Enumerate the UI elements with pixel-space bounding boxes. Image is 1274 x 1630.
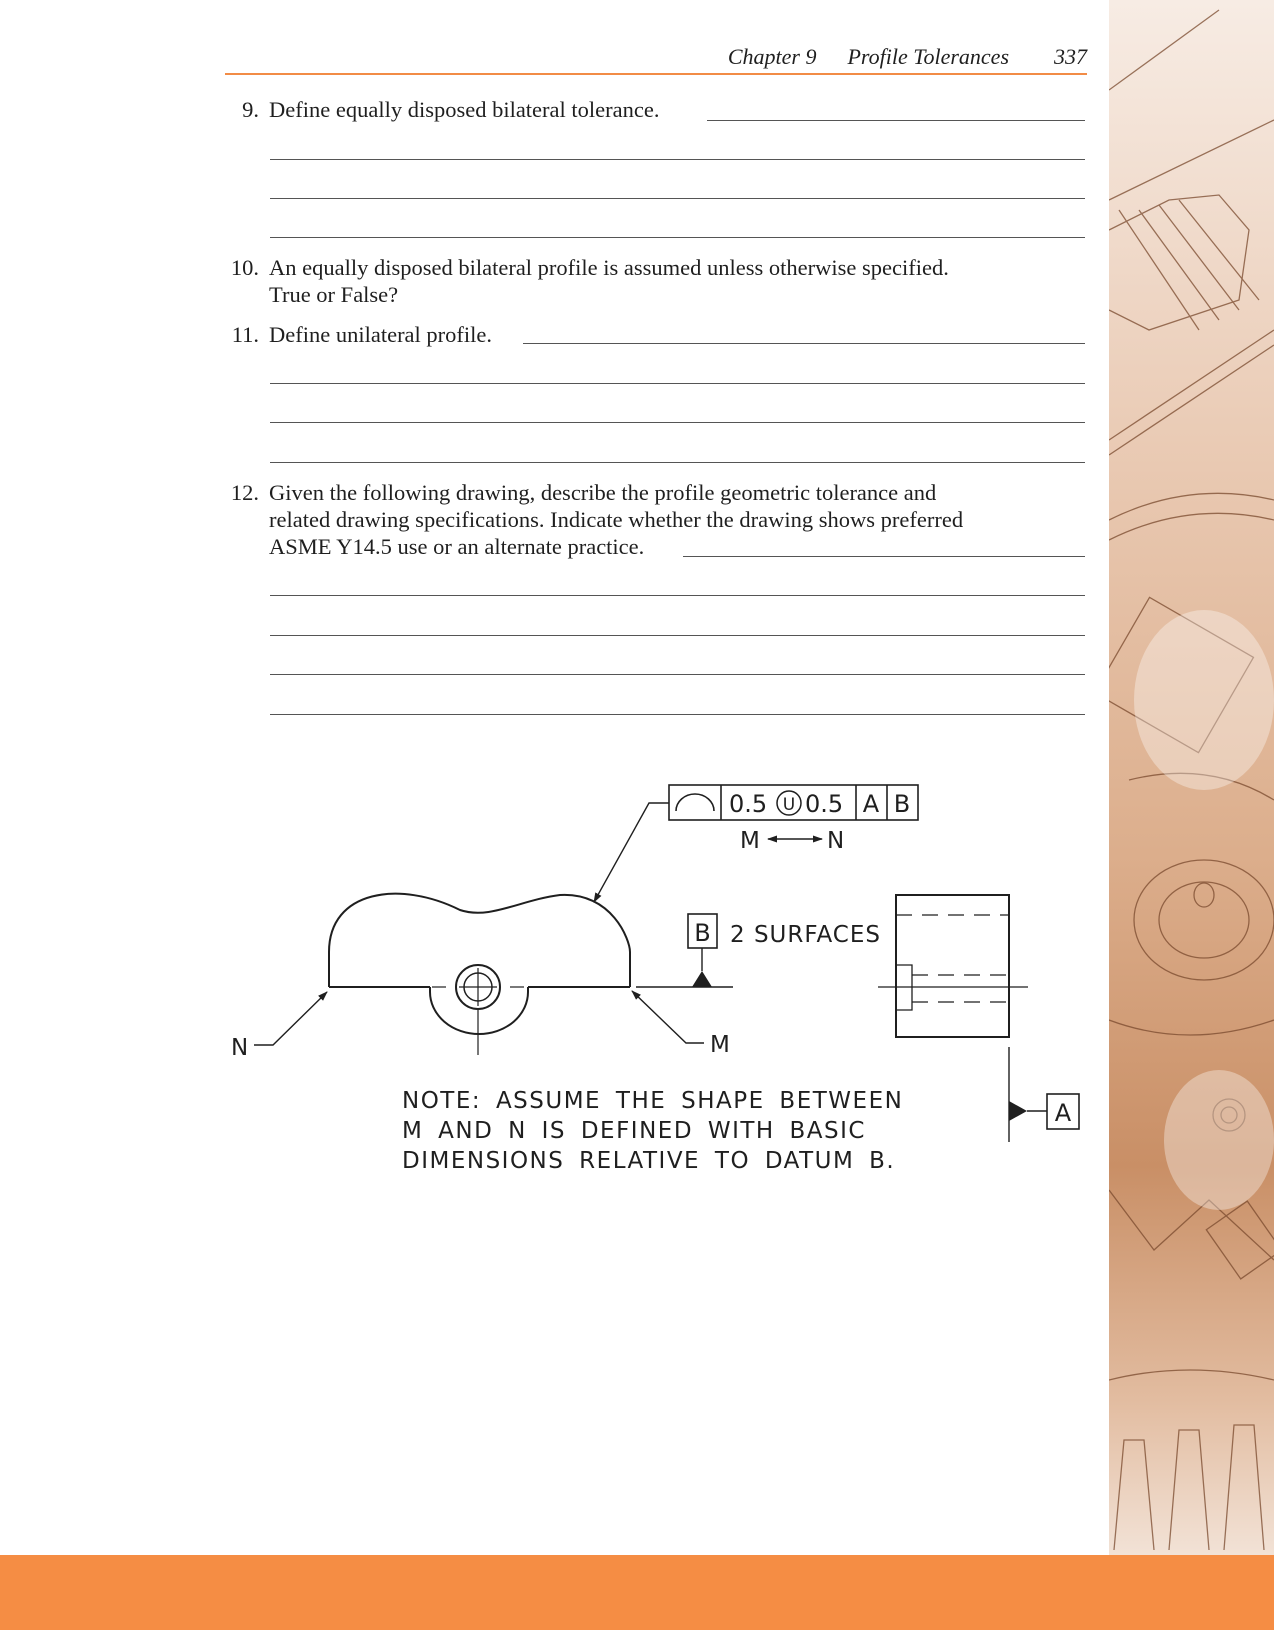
header-title: Profile Tolerances xyxy=(847,44,1009,69)
label-m: M xyxy=(710,1032,730,1058)
question-text-line-1: Given the following drawing, describe the profile geometric tolerance and xyxy=(269,480,937,505)
note-line-3: DIMENSIONS RELATIVE TO DATUM B. xyxy=(402,1148,896,1174)
part-front-view xyxy=(329,894,630,1034)
note-line-1: NOTE: ASSUME THE SHAPE BETWEEN xyxy=(402,1088,904,1114)
question-number: 10. xyxy=(230,255,259,280)
surfaces-label: 2 SURFACES xyxy=(730,922,881,948)
datum-triangle-icon xyxy=(692,971,712,987)
center-lines xyxy=(432,968,524,1055)
header-chapter: Chapter 9 xyxy=(727,44,817,69)
label-n: N xyxy=(231,1035,249,1061)
leader-n xyxy=(254,992,327,1045)
footer-bar xyxy=(0,1555,1274,1630)
between-label-n: N xyxy=(827,828,845,854)
leader-line xyxy=(594,803,669,902)
profile-of-surface-icon xyxy=(676,794,714,811)
datum-ref-2: B xyxy=(893,790,911,818)
question-text: Define equally disposed bilateral tolerance. xyxy=(269,97,660,122)
question-number: 9. xyxy=(242,97,259,122)
question-text-line-3: ASME Y14.5 use or an alternate practice. xyxy=(269,534,645,559)
tolerance-value-2: 0.5 xyxy=(805,790,844,818)
tolerance-value-1: 0.5 xyxy=(729,790,768,818)
question-text: Define unilateral profile. xyxy=(269,322,493,347)
datum-b-letter: B xyxy=(694,919,711,947)
question-number: 11. xyxy=(231,322,259,347)
leader-m xyxy=(632,991,704,1043)
datum-ref-1: A xyxy=(862,790,880,818)
datum-a-letter: A xyxy=(1054,1099,1072,1127)
note-line-2: M AND N IS DEFINED WITH BASIC xyxy=(402,1118,866,1144)
feature-control-frame xyxy=(669,785,918,820)
decorative-gear-illustration xyxy=(1109,0,1274,1555)
gear-drawing-icon xyxy=(1109,0,1274,1555)
page-number: 337 xyxy=(1054,44,1087,69)
question-number: 12. xyxy=(230,480,259,505)
question-text-line-1: An equally disposed bilateral profile is assumed unless otherwise specified. xyxy=(269,255,949,280)
datum-a-symbol xyxy=(1009,1094,1079,1129)
modifier-letter: U xyxy=(782,795,796,815)
datum-triangle-icon xyxy=(1009,1101,1027,1121)
drawing-note xyxy=(402,1086,903,1176)
datum-b-symbol xyxy=(636,914,733,987)
question-text-line-2: related drawing specifications. Indicate whether the drawing shows preferred xyxy=(269,507,964,532)
between-label-m: M xyxy=(740,828,760,854)
question-text-line-2: True or False? xyxy=(269,282,399,307)
